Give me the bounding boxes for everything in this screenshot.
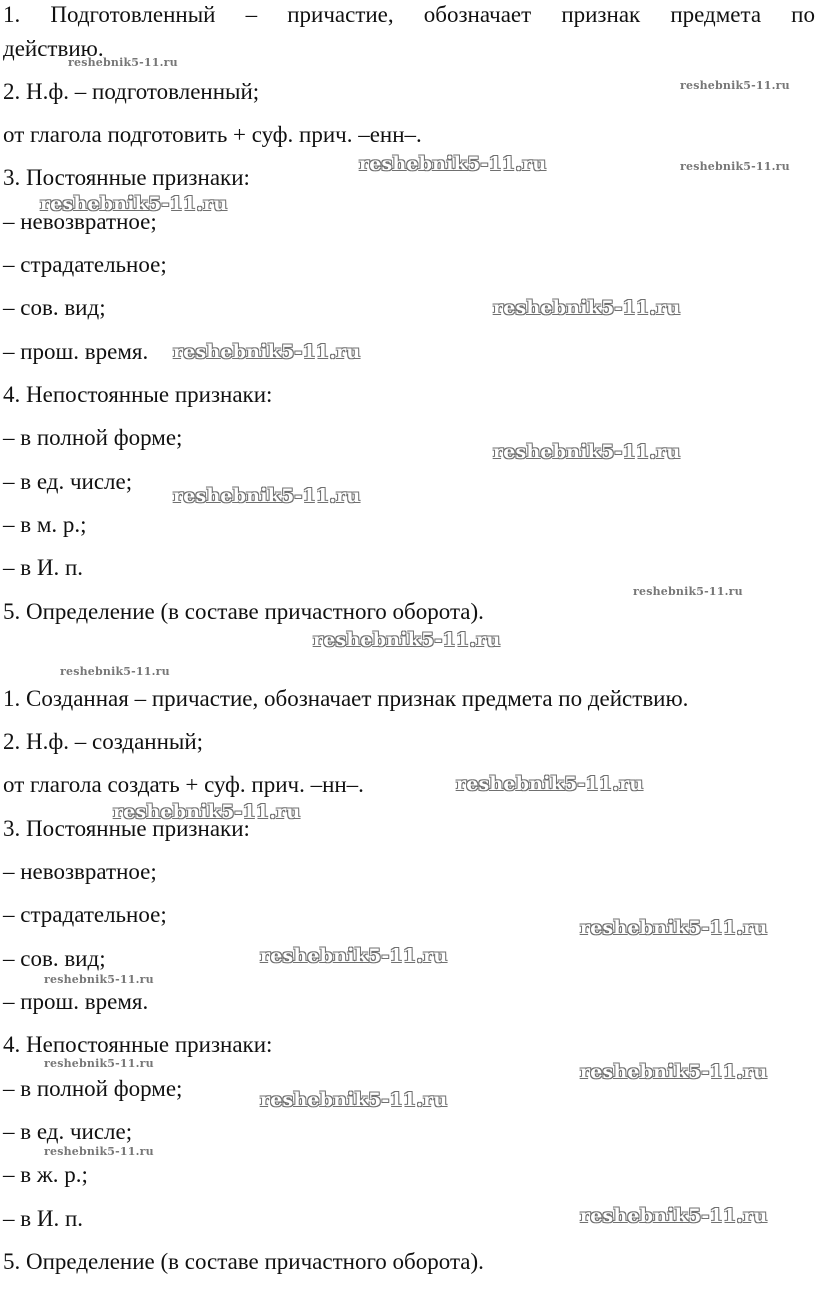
b2-line-10: – в полной форме; [3, 1076, 183, 1101]
b2-line-2: 2. Н.ф. – созданный; [3, 729, 204, 754]
watermark: reshebnik5-11.ru [580, 917, 768, 939]
b1-line-4: от глагола подготовить + суф. прич. –енн–. [3, 122, 422, 147]
watermark: reshebnik5-11.ru [44, 973, 154, 986]
b1-line-10: 4. Непостоянные признаки: [3, 382, 273, 407]
b2-line-1: 1. Созданная – причастие, обозначает признак предмета по действию. [3, 686, 689, 711]
b1-line-5: 3. Постоянные признаки: [3, 165, 250, 190]
watermark: reshebnik5-11.ru [493, 441, 681, 463]
b1-line-8: – сов. вид; [3, 295, 106, 320]
b1-line-2: действию. [3, 36, 104, 61]
b1-line-9: – прош. время. [3, 339, 149, 364]
b1-line-13: – в м. р.; [3, 512, 87, 537]
b1-line-1: 1. Подготовленный – причастие, обозначает признак предмета по [3, 2, 815, 27]
b2-line-9: 4. Непостоянные признаки: [3, 1032, 273, 1057]
b2-line-13: – в И. п. [3, 1206, 84, 1231]
watermark: reshebnik5-11.ru [680, 160, 790, 173]
b2-line-8: – прош. время. [3, 989, 149, 1014]
watermark: reshebnik5-11.ru [580, 1205, 768, 1227]
watermark: reshebnik5-11.ru [173, 485, 361, 507]
watermark: reshebnik5-11.ru [493, 297, 681, 319]
b2-line-4: 3. Постоянные признаки: [3, 816, 250, 841]
b2-line-12: – в ж. р.; [3, 1162, 88, 1187]
watermark: reshebnik5-11.ru [260, 1089, 448, 1111]
watermark: reshebnik5-11.ru [260, 945, 448, 967]
b2-line-11: – в ед. числе; [3, 1119, 133, 1144]
watermark: reshebnik5-11.ru [44, 1145, 154, 1158]
b2-line-14: 5. Определение (в составе причастного оборота). [3, 1249, 484, 1274]
b1-line-3: 2. Н.ф. – подготовленный; [3, 79, 260, 104]
watermark: reshebnik5-11.ru [633, 585, 743, 598]
watermark: reshebnik5-11.ru [580, 1061, 768, 1083]
b1-line-11: – в полной форме; [3, 425, 183, 450]
b1-line-7: – страдательное; [3, 252, 167, 277]
watermark: reshebnik5-11.ru [68, 56, 178, 69]
watermark: reshebnik5-11.ru [313, 629, 501, 651]
b1-line-6: – невозвратное; [3, 209, 157, 234]
b1-line-15: 5. Определение (в составе причастного оборота). [3, 599, 484, 624]
b2-line-3: от глагола создать + суф. прич. –нн–. [3, 772, 364, 797]
b1-line-14: – в И. п. [3, 555, 84, 580]
b2-line-6: – страдательное; [3, 902, 167, 927]
watermark: reshebnik5-11.ru [359, 153, 547, 175]
b1-line-12: – в ед. числе; [3, 469, 133, 494]
watermark: reshebnik5-11.ru [44, 1057, 154, 1070]
watermark: reshebnik5-11.ru [60, 665, 170, 678]
watermark: reshebnik5-11.ru [456, 773, 644, 795]
b2-line-5: – невозвратное; [3, 859, 157, 884]
watermark: reshebnik5-11.ru [40, 193, 228, 215]
b2-line-7: – сов. вид; [3, 946, 106, 971]
watermark: reshebnik5-11.ru [173, 341, 361, 363]
watermark: reshebnik5-11.ru [113, 801, 301, 823]
watermark: reshebnik5-11.ru [680, 79, 790, 92]
